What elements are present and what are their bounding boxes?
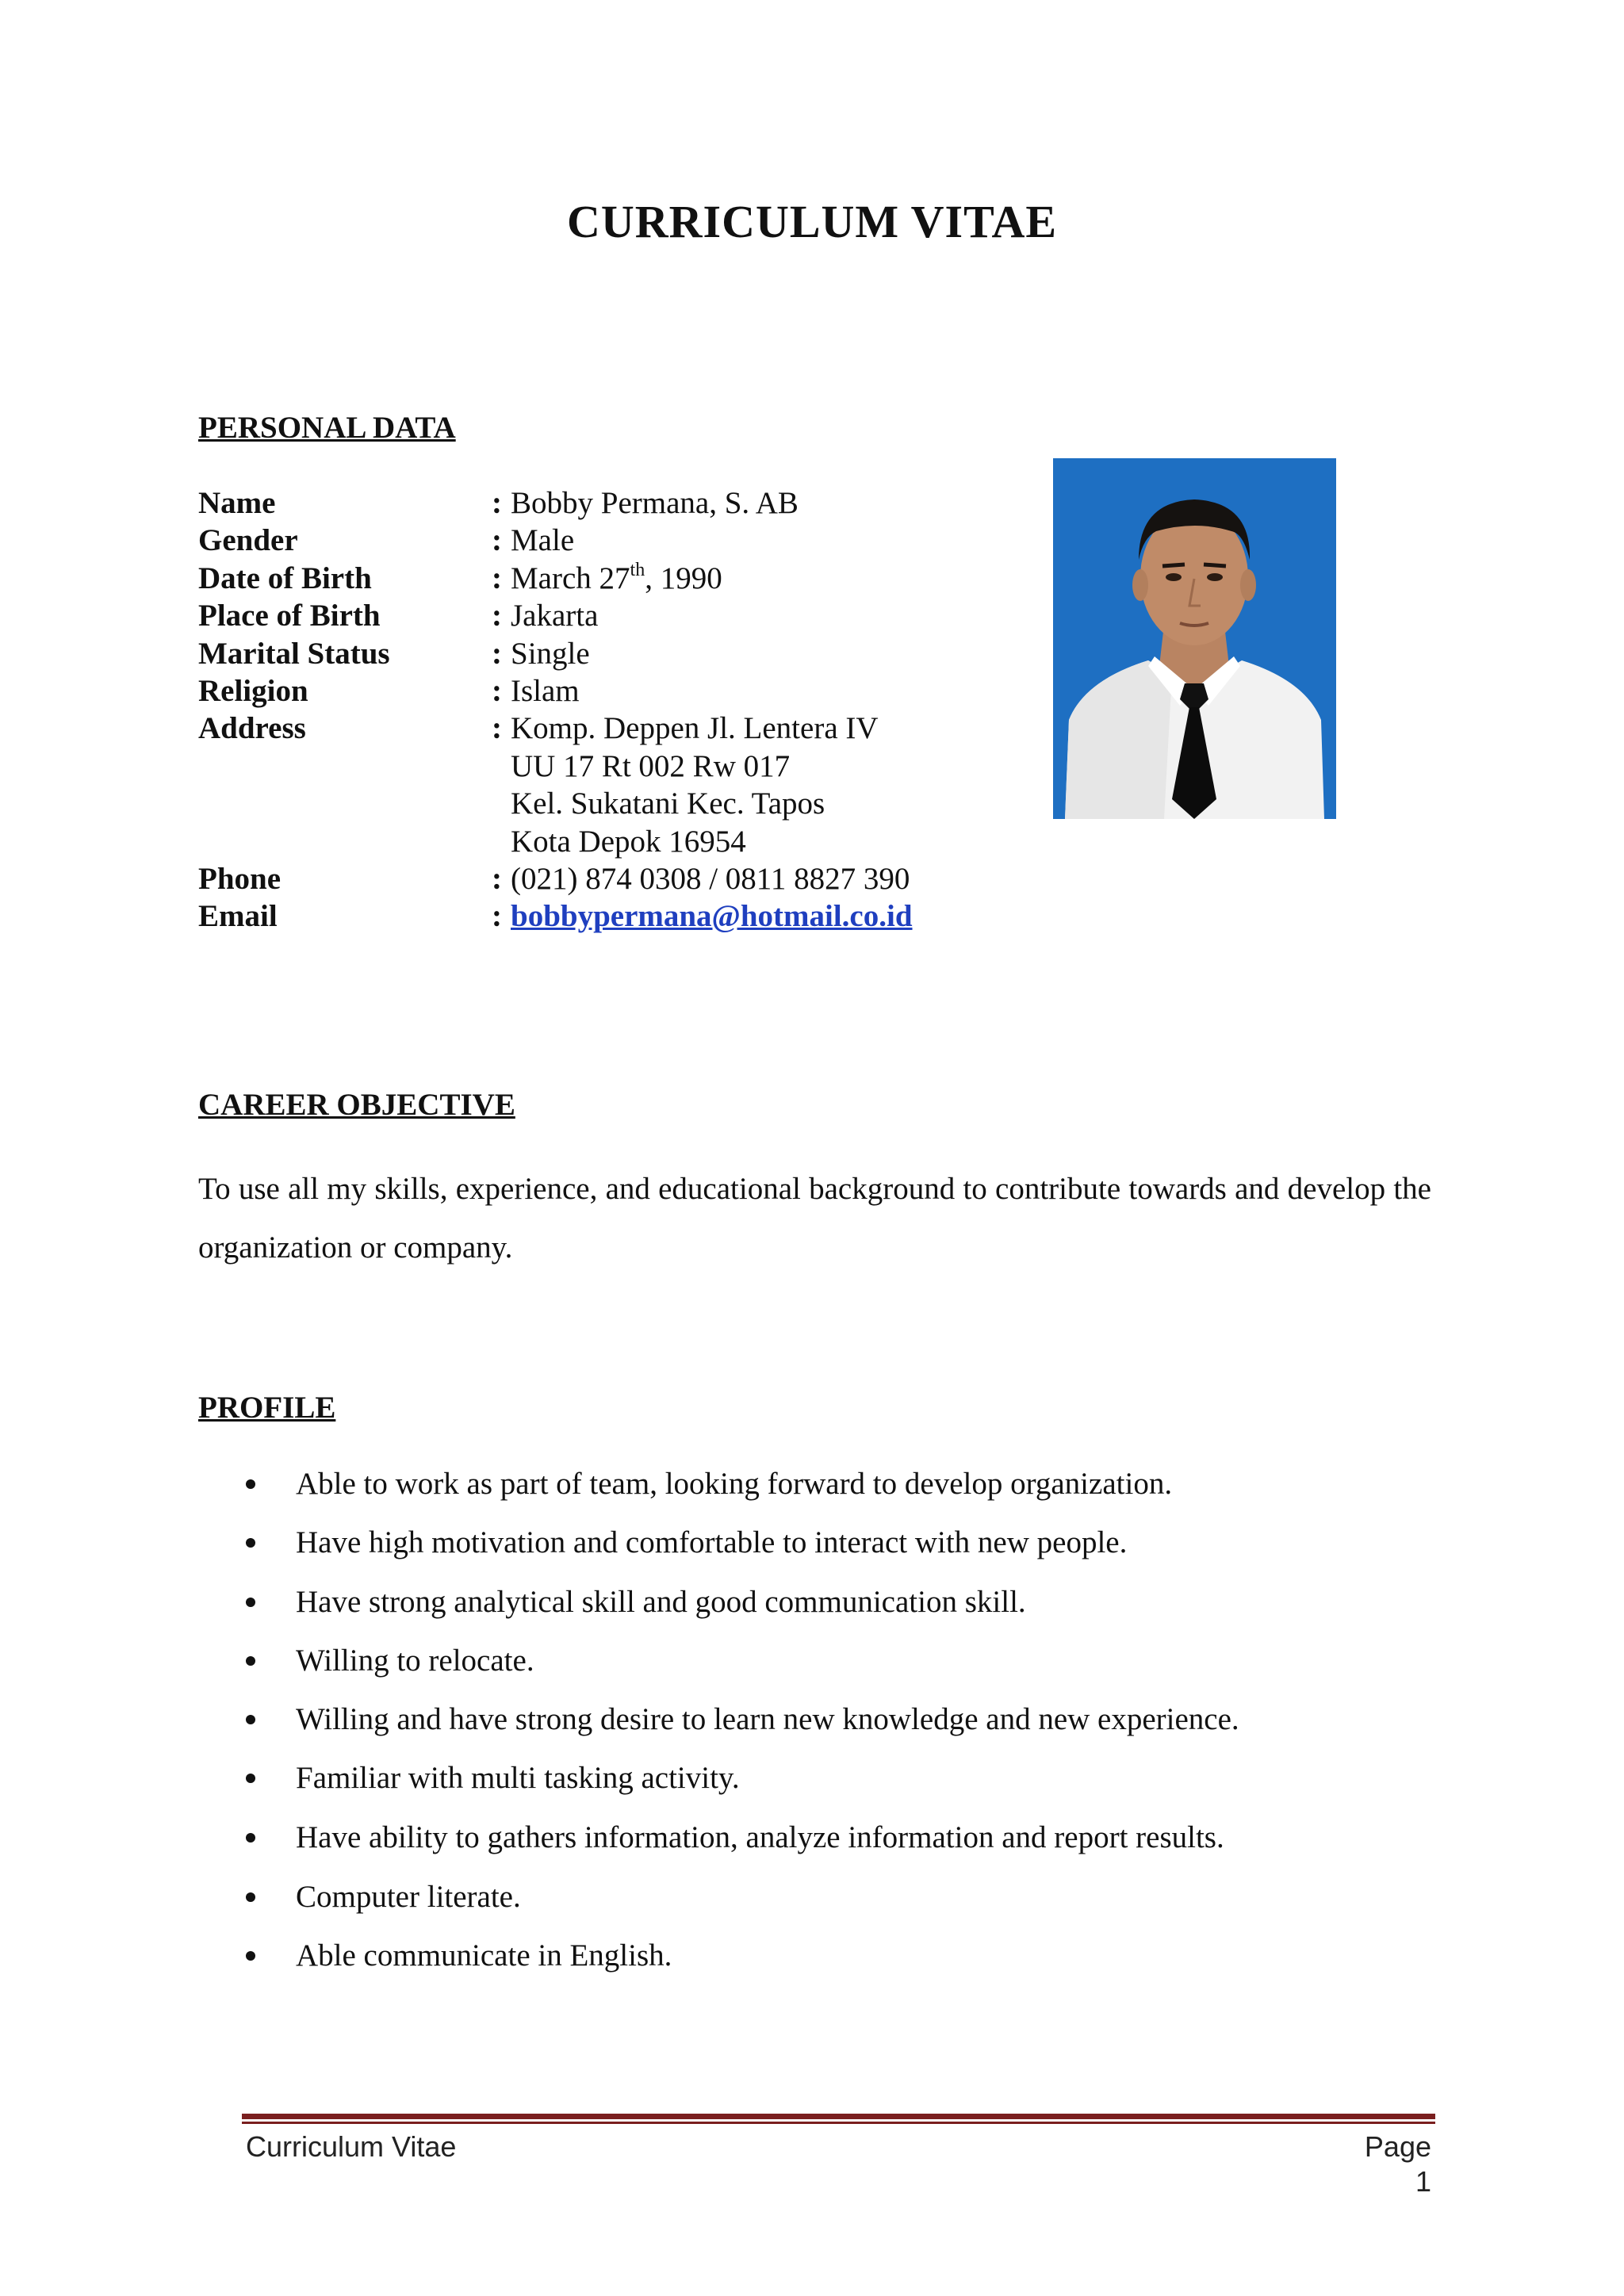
profile-item-text: Familiar with multi tasking activity.: [296, 1761, 740, 1795]
address-line-2: UU 17 Rt 002 Rw 017: [511, 749, 791, 783]
profile-item-text: Have ability to gathers information, analyze information and report results.: [296, 1820, 1224, 1854]
footer-document-name: Curriculum Vitae: [246, 2130, 457, 2163]
bullet-icon: [246, 1715, 255, 1724]
phone-label: Phone: [198, 862, 282, 896]
religion-value: Islam: [511, 674, 580, 708]
pob-colon: :: [492, 599, 502, 633]
email-label: Email: [198, 899, 278, 933]
email-colon: :: [492, 899, 502, 933]
profile-heading: PROFILE: [198, 1391, 336, 1425]
bullet-icon: [246, 1951, 255, 1961]
profile-item-text: Able communicate in English.: [296, 1938, 672, 1973]
address-line-4: Kota Depok 16954: [511, 825, 746, 859]
address-label: Address: [198, 711, 306, 745]
bullet-icon: [246, 1892, 255, 1902]
religion-colon: :: [492, 674, 502, 708]
address-line-3: Kel. Sukatani Kec. Tapos: [511, 786, 825, 821]
email-link[interactable]: bobbypermana@hotmail.co.id: [511, 899, 913, 933]
religion-label: Religion: [198, 674, 308, 708]
bullet-icon: [246, 1538, 255, 1548]
profile-item-text: Willing to relocate.: [296, 1644, 534, 1678]
footer-rule: [242, 2114, 1435, 2119]
marital-label: Marital Status: [198, 637, 390, 671]
name-colon: :: [492, 486, 502, 520]
bullet-icon: [246, 1598, 255, 1607]
profile-item-text: Have strong analytical skill and good communication skill.: [296, 1585, 1026, 1619]
dob-value-suffix: , 1990: [645, 561, 722, 595]
gender-label: Gender: [198, 523, 298, 557]
career-objective-text: To use all my skills, experience, and educational background to contribute towards and develop the organization or company.: [198, 1172, 1431, 1265]
profile-item-text: Willing and have strong desire to learn new knowledge and new experience.: [296, 1702, 1239, 1736]
address-colon: :: [492, 711, 502, 745]
profile-photo: [1053, 458, 1336, 819]
pob-value: Jakarta: [511, 599, 599, 633]
gender-value: Male: [511, 523, 575, 557]
phone-value: (021) 874 0308 / 0811 8827 390: [511, 862, 910, 896]
pob-label: Place of Birth: [198, 599, 381, 633]
dob-colon: :: [492, 561, 502, 595]
bullet-icon: [246, 1656, 255, 1666]
portrait-image: [1053, 458, 1336, 819]
document-title: CURRICULUM VITAE: [566, 196, 1058, 247]
dob-value: [511, 560, 722, 598]
bullet-icon: [246, 1774, 255, 1783]
address-line-1: Komp. Deppen Jl. Lentera IV: [511, 711, 879, 745]
marital-value: Single: [511, 637, 590, 671]
dob-value-prefix: March 27: [511, 561, 630, 595]
bullet-icon: [246, 1833, 255, 1843]
bullet-icon: [246, 1479, 255, 1489]
name-value: Bobby Permana, S. AB: [511, 486, 799, 520]
profile-item-text: Have high motivation and comfortable to interact with new people.: [296, 1525, 1128, 1559]
footer-rule-thin: [242, 2122, 1435, 2124]
dob-label: Date of Birth: [198, 561, 372, 595]
gender-colon: :: [492, 523, 502, 557]
marital-colon: :: [492, 637, 502, 671]
phone-colon: :: [492, 862, 502, 896]
footer-page-number: Page 1: [1364, 2130, 1431, 2198]
profile-item-text: Computer literate.: [296, 1880, 521, 1914]
name-label: Name: [198, 486, 276, 520]
profile-item-text: Able to work as part of team, looking forward to develop organization.: [296, 1467, 1173, 1501]
personal-data-heading: PERSONAL DATA: [198, 411, 456, 445]
dob-value-ordinal: th: [630, 560, 645, 580]
career-objective-heading: CAREER OBJECTIVE: [198, 1088, 515, 1122]
